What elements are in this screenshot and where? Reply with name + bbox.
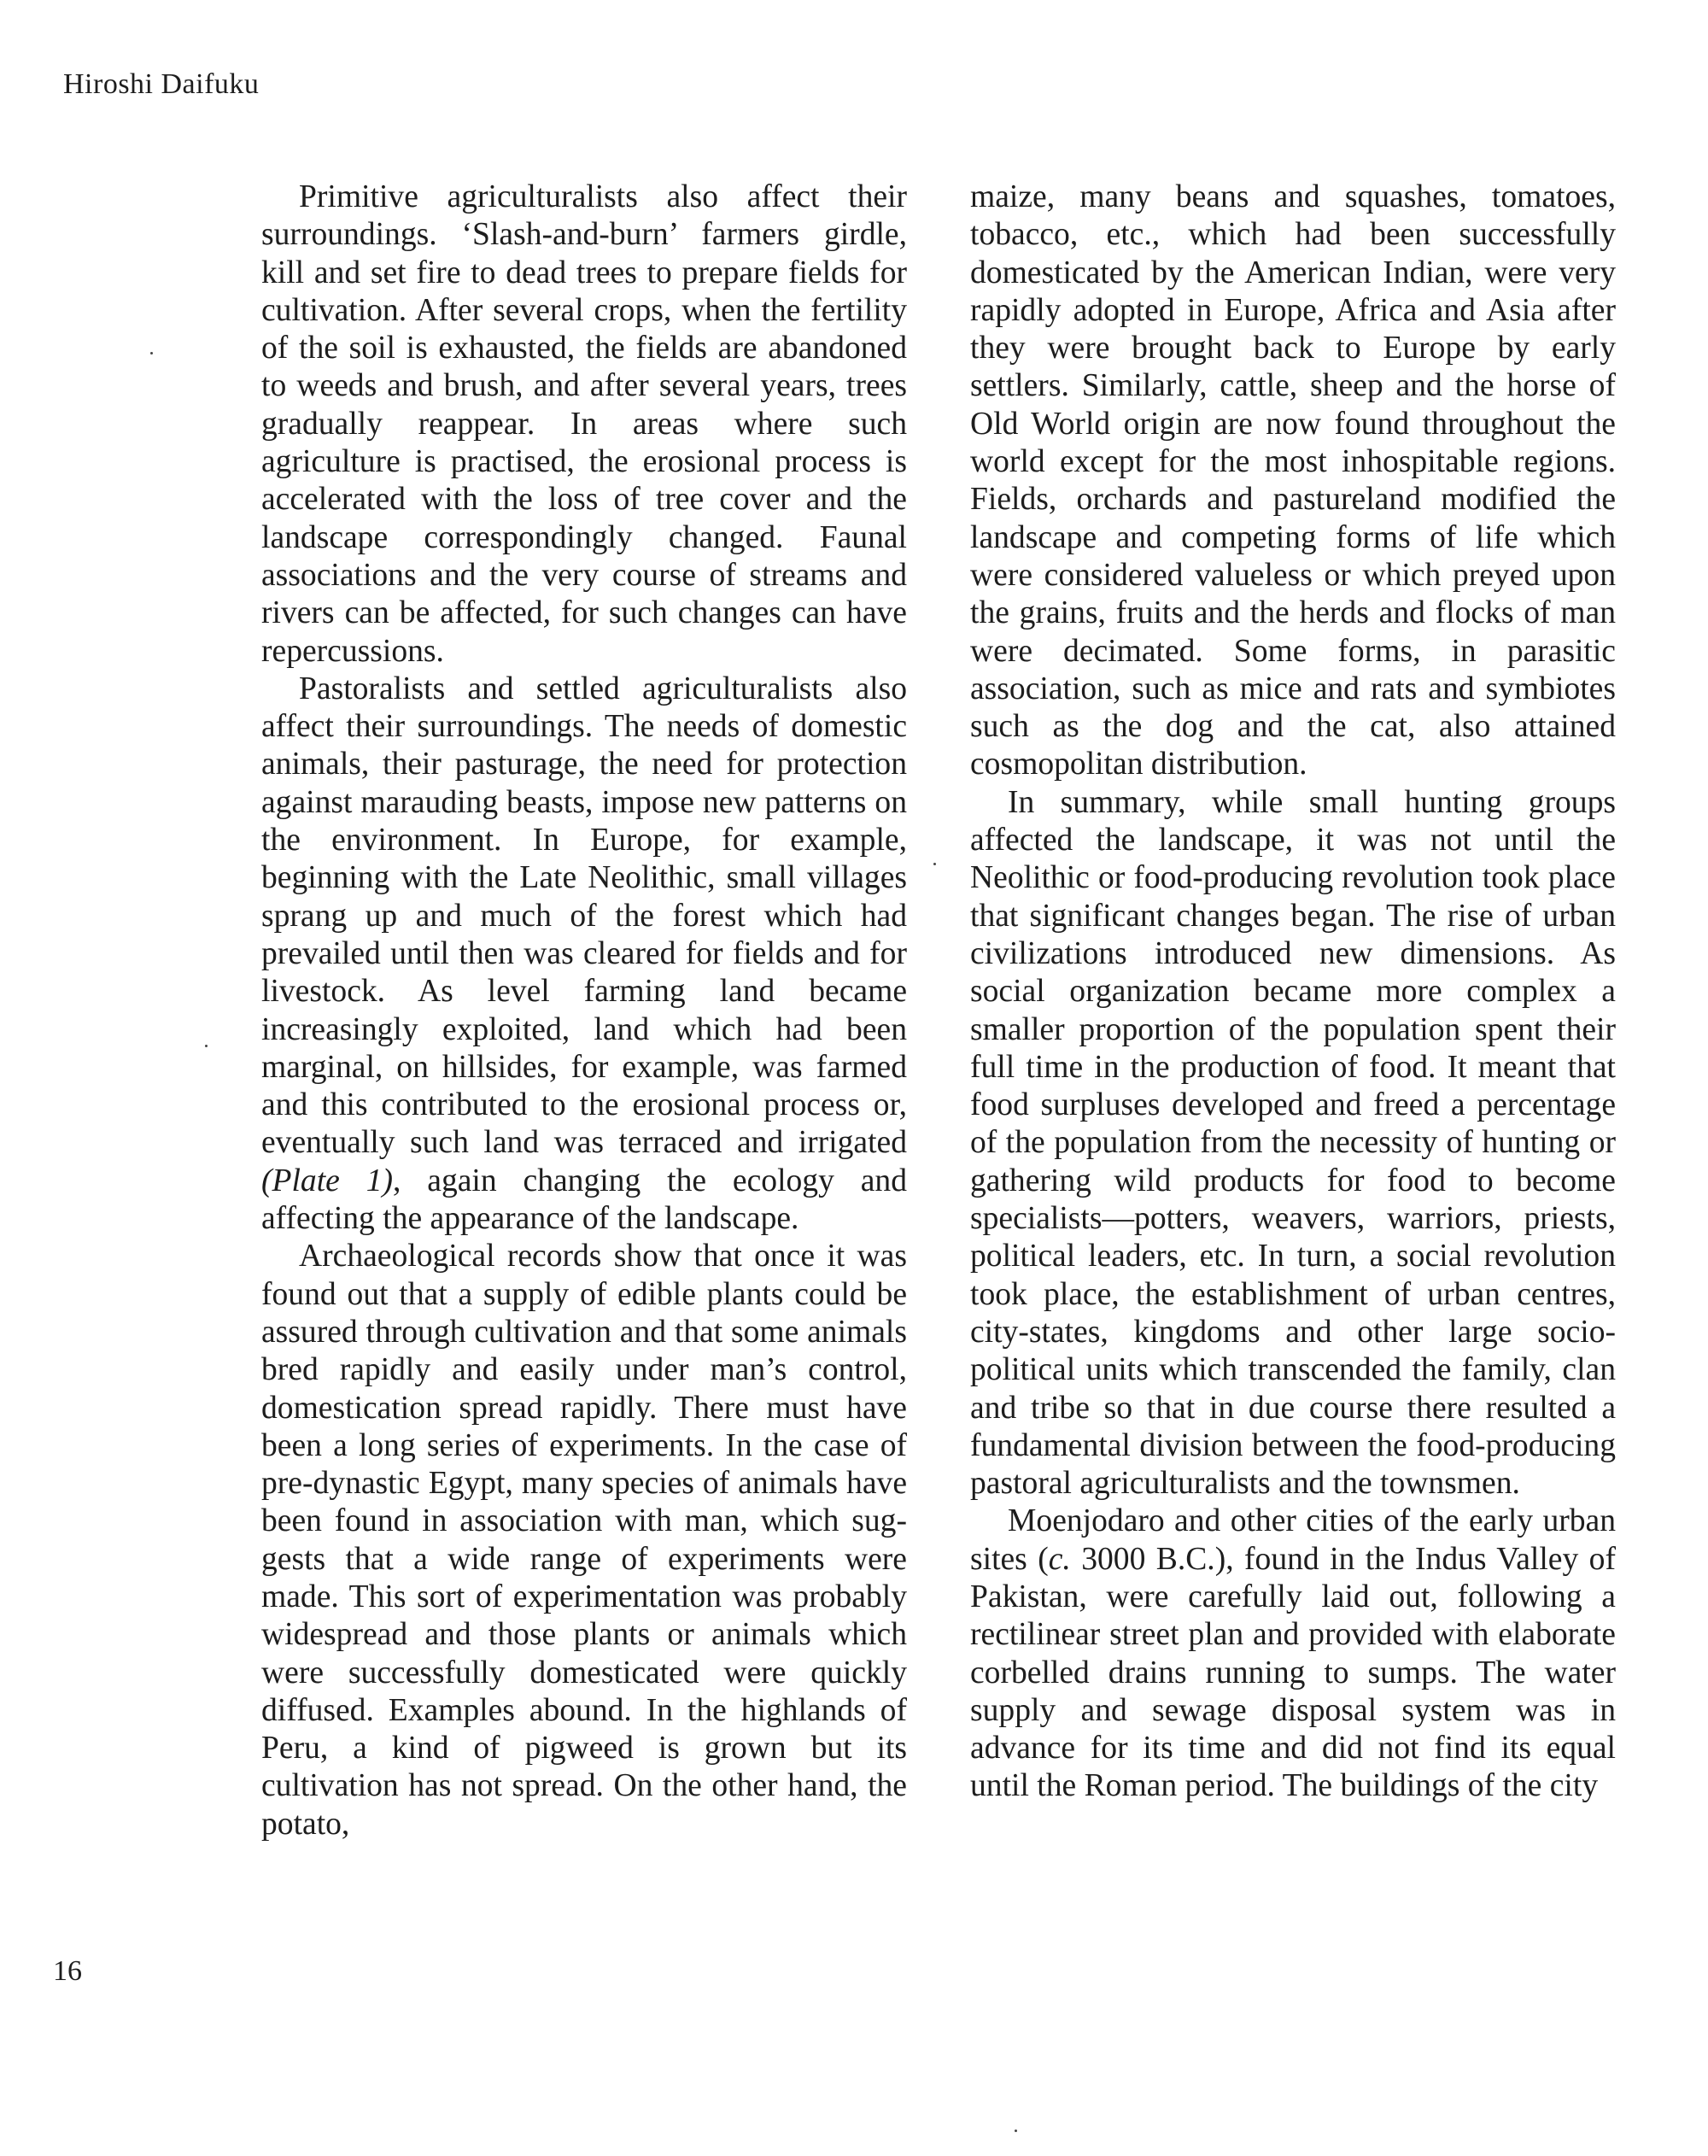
paragraph-text: ), found in the Indus Valley of Pakistan, were carefully laid out, following a rectilinear street plan and provided with elaborate corbelled drains running to sumps. The water supply and sewage disposal system was in advance for its time and did not find its equal until the Roman period. The buildings of the city <box>970 1541 1616 1804</box>
scan-speck <box>933 863 936 865</box>
left-column <box>261 179 907 1843</box>
paragraph-continued: maize, many beans and squashes, tomatoes, tobacco, etc., which had been successfully domesticated by the American Indian, were very rapidly adopted in Europe, Africa and Asia after they were brought back to Europe by early settlers. Similarly, cattle, sheep and the horse of Old World origin are now found throughout the world except for the most inhospitable regions. Fields, orchards and pastureland modified the landscape and competing forms of life which were considered valueless or which preyed upon the grains, fruits and the herds and flocks of man were decimated. Some forms, in parasitic association, such as mice and rats and symbiotes such as the dog and the cat, also attained cosmopolitan distribution. <box>970 179 1616 782</box>
circa-abbreviation: c. <box>1048 1541 1071 1577</box>
paragraph-text: , again changing the ecology and affecting the appearance of the landscape. <box>261 1163 908 1237</box>
paragraph-text: Moenjodaro and other cities of the early urban sites ( <box>970 1503 1616 1577</box>
scan-speck <box>205 1045 208 1047</box>
paragraph: Primitive agriculturalists also affect their surroundings. ‘Slash-and-burn’ farmers girdle, kill and set fire to dead trees to prepare fields for cultivation. After several crops, when the fertility of the soil is exhausted, the fields are abandoned to weeds and brush, and after several years, trees gradually reappear. In areas where such agriculture is practised, the erosional process is accelerated with the loss of tree cover and the landscape correspondingly changed. Faunal associations and the very course of streams and rivers can be affected, for such changes can have repercussions. <box>261 179 907 669</box>
date-reference: 3000 B.C. <box>1070 1541 1215 1577</box>
paragraph-text: Pastoralists and settled agriculturalists also affect their surroundings. The needs of domestic animals, their pasturage, the need for protection against marauding beasts, impose new patterns on the environment. In Europe, for example, beginning with the Late Neolithic, small villages sprang up and much of the forest which had prevailed until then was cleared for fields and for livestock. As level farming land became increasingly exploited, land which had been marginal, on hillsides, for example, was farmed and this contributed to the erosional process or, eventually such land was terraced and irrigated <box>261 671 907 1161</box>
running-head-author: Hiroshi Daifuku <box>63 68 260 100</box>
scan-speck <box>1015 2130 1017 2132</box>
paragraph: In summary, while small hunting groups affected the landscape, it was not until the Neolithic or food-producing revolution took place that significant changes began. The rise of urban civilizations introduced new dimensions. As social organization became more complex a smaller proportion of the population spent their full time in the production of food. It meant that food surpluses developed and freed a percentage of the population from the necessity of hunting or gathering wild products for food to become specialists—potters, weavers, warriors, priests, political leaders, etc. In turn, a social revolution took place, the establishment of urban centres, city-states, kingdoms and other large socio-political units which transcended the family, clan and tribe so that in due course there resulted a fundamental division between the food-producing pastoral agriculturalists and the townsmen. <box>970 784 1616 1502</box>
page-number: 16 <box>53 1955 82 1987</box>
paragraph: Archaeological records show that once it was found out that a supply of edible plants could be assured through cultivation and that some animals bred rapidly and easily under man’s control, domestication spread rapidly. There must have been a long series of experiments. In the case of pre-dynastic Egypt, many species of animals have been found in association with man, which suggests that a wide range of experiments were made. This sort of experimentation was probably widespread and those plants or animals which were successfully domesticated were quickly diffused. Examples abound. In the highlands of Peru, a kind of pigweed is grown but its cultivation has not spread. On the other hand, the potato, <box>261 1239 907 1842</box>
plate-reference: (Plate 1) <box>261 1163 393 1198</box>
paragraph <box>261 671 907 1238</box>
scan-speck <box>150 352 153 354</box>
right-column <box>970 179 1616 1806</box>
paragraph <box>970 1503 1616 1805</box>
